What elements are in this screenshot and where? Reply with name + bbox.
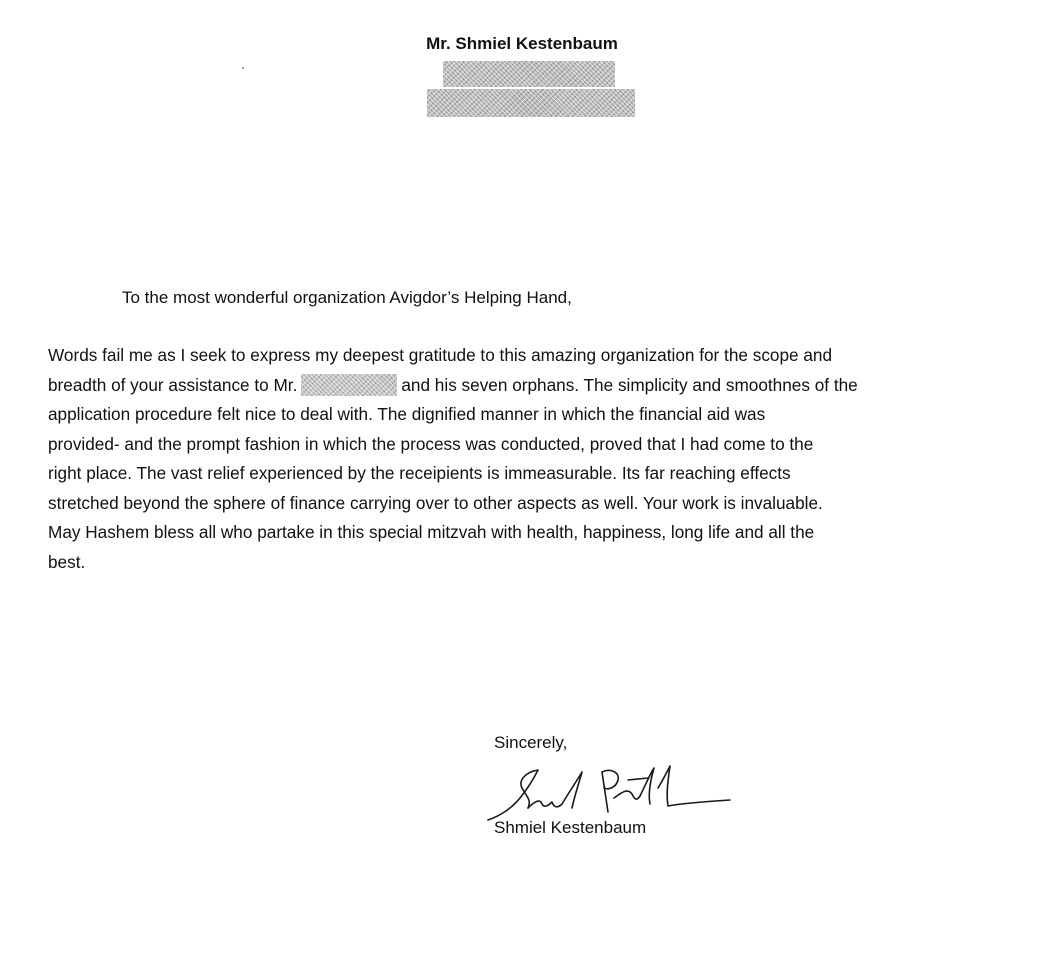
sender-name: Mr. Shmiel Kestenbaum (426, 34, 618, 53)
body-line-part: breadth of your assistance to Mr. (48, 374, 298, 395)
body-line: stretched beyond the sphere of finance carrying over to other aspects as well. Your work is invaluable. (48, 492, 823, 513)
salutation: To the most wonderful organization Avigdor’s Helping Hand, (122, 288, 572, 307)
body-line-part: and his seven orphans. The simplicity and smoothnes of the (401, 374, 858, 395)
scan-speck (242, 67, 244, 69)
redacted-address-line-1 (443, 61, 615, 87)
body-line: Words fail me as I seek to express my deepest gratitude to this amazing organization for the scope and (48, 345, 833, 365)
signer-name: Shmiel Kestenbaum (494, 818, 647, 837)
letter-body (48, 341, 1013, 577)
redacted-address-line-2 (427, 89, 635, 117)
body-line: best. (48, 551, 86, 572)
body-line: right place. The vast relief experienced by the receipients is immeasurable. Its far reaching effects (48, 463, 791, 483)
closing: Sincerely, (494, 733, 568, 752)
body-line: application procedure felt nice to deal with. The dignified manner in which the financial aid was (48, 404, 766, 424)
body-line: May Hashem bless all who partake in this special mitzvah with health, happiness, long life and all the (48, 522, 815, 542)
redacted-name (301, 374, 397, 396)
body-line: provided- and the prompt fashion in which the process was conducted, proved that I had come to the (48, 433, 814, 454)
body-line (48, 371, 1013, 401)
